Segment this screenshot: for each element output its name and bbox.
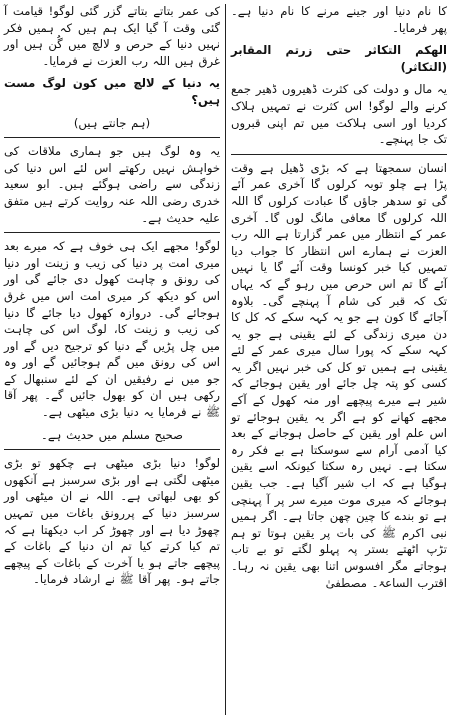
section-divider — [231, 154, 447, 155]
hadith-source-line: صحیح مسلم میں حدیث ہے۔ — [41, 427, 183, 442]
paragraph-r4: انسان سمجھتا ہے کہ بڑی ڈھیل ہے وقت پڑا ہے چلو توبہ کرلوں گا آخری عمر آئے گی تو سدھر جاؤں گا عبادت کرلوں گا اللہ اللہ کرلوں گا معافی مانگ لوں گا۔ آخری عمر کے انتظار میں عمر گزارتا ہے اللہ رب العزت نے ہمارے اس انتظار کا جواب دیا تمہیں کیا خبر کونسا وقت آئے گا یا نہیں آئے گا تم اس حرص میں رہو گے کہ یہاں تک کہ قبر کی شام آ پہنچے گی۔ بلاوہ آجائے گا کون ہے جو یہ کہہ سکے کہ کل کا دن میری زندگی کے لئے یقینی ہے جو یہ کہہ سکے کہ پورا سال میری عمر کے لئے یقینی ہے ہمیں تو کل کی خبر نہیں اگر یہ کسی کو پتہ چل جائے اور یقین ہوجائے کہ شیر ہے میرے پیچھے اور منہ کھول کے آکے مجھے کھانے کو ہے اگر یہ یقین ہوجائے تو اس علم اور یقین کے حاصل ہوجانے کے بعد کیا آدمی آرام سے سوسکتا ہے بے فکر رہ سکتا ہے۔ نہیں رہ سکتا کیونکہ اسے یقین ہوگیا ہے کہ اب شیر آگیا ہے۔ جب یقین ہوجائے کہ میری موت میرے سر پر آ پہنچی ہے تو بندے کا چین چھن جاتا ہے۔ اگر ہمیں نبی اکرم ﷺ کی بات پر یقین ہوتا تو ہم تڑپ اٹھتے بستر پہ پہلو لگتے تو بے تاب ہوجاتے مگر افسوس اتنا بھی یقین نہ رہا۔ اقترب الساعۃ۔ مصطفیٰ — [231, 160, 447, 590]
column-separator — [225, 4, 226, 715]
paragraph-r1: کا نام دنیا اور جینے مرنے کا نام دنیا ہے۔ پھر فرمایا۔ — [231, 4, 447, 35]
section-divider — [4, 137, 220, 138]
paragraph-l5: لوگو! مجھے ایک ہی خوف ہے کہ میرے بعد میری امت پر دنیا کی زیب و زینت اور دنیا کی رونق و چاہت کھول دی جائے گی اور اس کو دیکھ کر میری امت اس میں غرق ہوجائے گی۔ دروازہ کھول دیا جائے گا دنیا کی زیب و زینت کا، لوگ اس کی چاہت میں چل پڑیں گے دنیا کو ترجیح دیں گے اور اس کی رونق میں گم ہوجائیں گے اور وہ جو میں نے رفیقیں ان کے لئے سنبھال کے رکھی ہیں ان کو بھول جائیں گے۔ پھر آقا ﷺ نے فرمایا یہ دنیا بڑی میٹھی ہے۔ — [4, 239, 220, 420]
quran-verse-heading: الھکم التکاثر حتی زرتم المقابر (التکاثر) — [231, 43, 447, 74]
paragraph-l7: لوگو! دنیا بڑی میٹھی ہے چکھو تو بڑی میٹھی لگتی ہے اور بڑی سرسبز ہے آنکھوں کو بھی لبھاتی ہے۔ اللہ نے ان میٹھی اور سرسبز دنیا کے پررونق باغات میں تمہیں چھوڑ دیا ہے اور چھوڑ کر اب دیکھتا ہے کہ تم کیا کرتے کیا تم ان دنیا کے باغات کے پیچھے جاتے ہو یا آخرت کے باغات کے پیچھے جاتے ہو۔ پھر آقا ﷺ نے ارشاد فرمایا۔ — [4, 456, 220, 587]
paragraph-l4: یہ وہ لوگ ہیں جو ہماری ملاقات کی خواہش نہیں رکھتے اس لئے اس دنیا کی زندگی سے راضی ہوگئے ہیں۔ ابو سعید خدری رضی اللہ عنہ روایت کرتے ہیں متفق علیہ حدیث ہے۔ — [4, 144, 220, 225]
paragraph-r3: یہ مال و دولت کی کثرت ڈھیروں ڈھیر جمع کرنے والے لوگو! اس کثرت نے تمہیں ہلاک کردیا اور اسی ہلاکت میں تم اپنی قبروں تک جا پہنچے۔ — [231, 82, 447, 147]
paragraph-l1: کی عمر بتاتے بتاتے گزر گئی لوگو! قیامت آ گئی وقت آ گیا ایک ہم ہیں کہ ہمیں فکر نہیں دنیا کے حرص و لالچ میں گُن ہیں اور غرق ہیں اللہ رب العزت نے فرمایا۔ — [4, 4, 220, 68]
question-heading: یہ دنیا کے لالچ میں کون لوگ مست ہیں؟ — [4, 76, 220, 107]
section-divider — [4, 232, 220, 233]
section-divider — [4, 449, 220, 450]
answer-line: (ہم جانتے ہیں) — [73, 115, 151, 130]
left-column — [4, 3, 220, 594]
right-column — [231, 3, 447, 597]
